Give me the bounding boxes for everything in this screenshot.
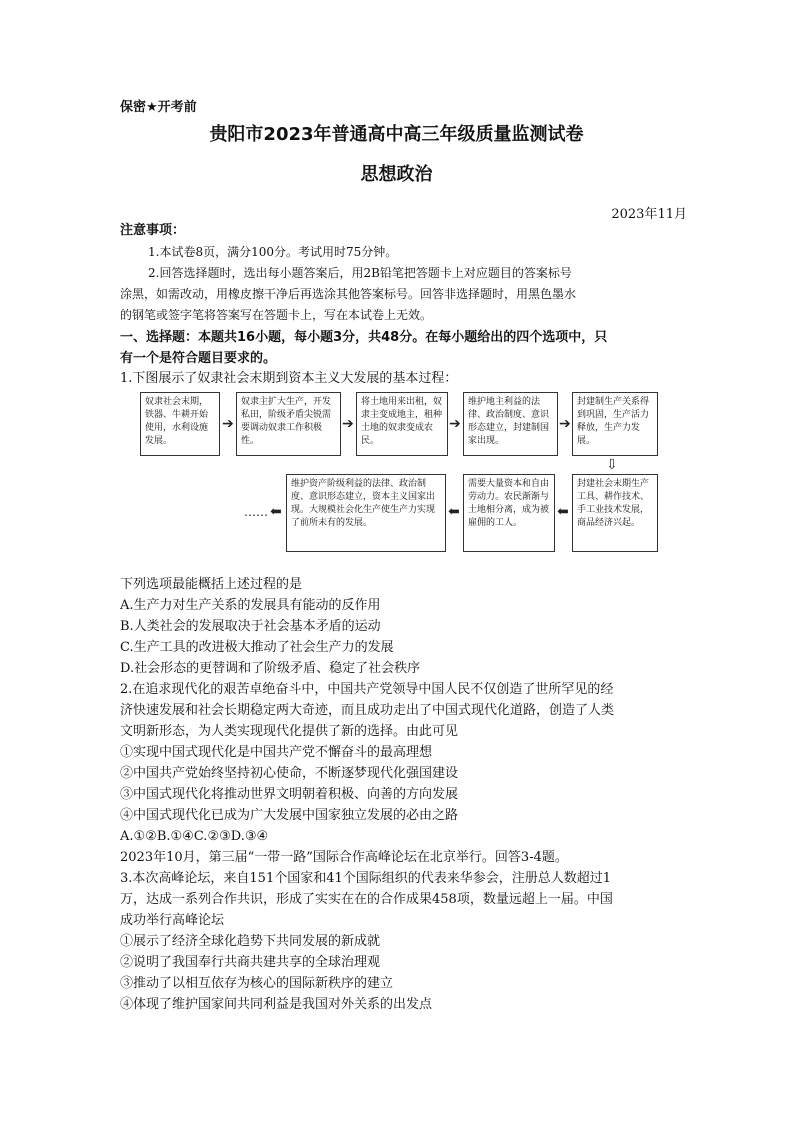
arrow-right-icon: ➔ [559,416,571,432]
q1-option-a: A.生产力对生产关系的发展具有能动的反作用 [120,598,381,613]
flow-box-3: 将土地用来出租，奴隶主变成地主，租种土地的奴隶变成农民。 [356,392,448,456]
q2-item-3: ③中国式现代化将推动世界文明朝着积极、向善的方向发展 [120,787,459,802]
arrow-right-icon: ➔ [222,416,234,432]
q3-stem-line-3: 成功举行高峰论坛 [120,913,225,928]
q3-stem-line-1: 3.本次高峰论坛，来自151个国家和41个国际组织的代表来华参会，注册总人数超过1 [120,871,612,886]
q1-option-d: D.社会形态的更替调和了阶级矛盾、稳定了社会秩序 [120,661,421,676]
exam-date: 2023年11月 [611,207,687,222]
q1-stem: 1.下图展示了奴隶社会末期到资本主义大发展的基本过程： [120,371,458,386]
confidential-mark: 保密★开考前 [120,100,197,115]
flow-box-7: 需要大量资本和自由劳动力。农民渐渐与土地相分离，成为被雇佣的工人。 [463,474,555,552]
flow-box-1: 奴隶社会末期，铁器、牛耕开始使用，水利设施发展。 [140,392,220,456]
arrow-left-icon: ⬅ [557,504,569,520]
q1-option-c: C.生产工具的改进极大推动了社会生产力的发展 [120,640,394,655]
q2-item-2: ②中国共产党始终坚持初心使命，不断逐梦现代化强国建设 [120,766,459,781]
q3-item-2: ②说明了我国奉行共商共建共享的全球治理观 [120,955,381,970]
subject-title: 思想政治 [360,164,433,185]
q2-stem-line-2: 济快速发展和社会长期稳定两大奇迹，而且成功走出了中国式现代化道路，创造了人类 [120,703,615,718]
notice-item-2-line-1: 2.回答选择题时，选出每小题答案后，用2B铅笔把答题卡上对应题目的答案标号 [148,266,572,280]
q3-item-1: ①展示了经济全球化趋势下共同发展的新成就 [120,934,381,949]
exam-title: 贵阳市2023年普通高中高三年级质量监测试卷 [209,124,584,145]
arrow-down-icon: ⇩ [606,457,618,473]
q1-option-b: B.人类社会的发展取决于社会基本矛盾的运动 [120,619,381,634]
section-1-heading-line-2: 有一个是符合题目要求的。 [120,351,277,366]
arrow-left-icon: ⬅ [448,504,460,520]
flow-box-4: 维护地主利益的法律、政治制度、意识形态建立，封建制国家出现。 [463,392,558,456]
flow-box-5: 封建制生产关系得到巩固，生产活力释放，生产力发展。 [572,392,658,456]
q3-4-intro: 2023年10月，第三届“一带一路”国际合作高峰论坛在北京举行。回答3-4题。 [120,850,568,865]
arrow-right-icon: ➔ [449,416,461,432]
flow-box-8: 维护资产阶级利益的法律、政治制度、意识形态建立，资本主义国家出现。大规模社会化生产使生产力实现了前所未有的发展。 [286,474,446,552]
q2-item-4: ④中国式现代化已成为广大发展中国家独立发展的必由之路 [120,808,459,823]
section-1-heading-line-1: 一、选择题：本题共16小题，每小题3分，共48分。在每小题给出的四个选项中，只 [120,330,608,345]
notice-heading: 注意事项： [120,223,186,238]
q1-question: 下列选项最能概括上述过程的是 [120,577,303,592]
q3-item-4: ④体现了维护国家间共同利益是我国对外关系的出发点 [120,997,433,1012]
notice-item-2-line-2: 涂黑，如需改动，用橡皮擦干净后再选涂其他答案标号。回答非选择题时，用黑色墨水 [120,287,577,301]
flow-box-6: 封建社会末期生产工具、耕作技术、手工业技术发展，商品经济兴起。 [572,474,658,552]
q2-stem-line-3: 文明新形态，为人类实现现代化提供了新的选择。由此可见 [120,724,459,739]
notice-item-2-line-3: 的钢笔或签字笔将答案写在答题卡上，写在本试卷上无效。 [120,308,433,322]
q2-stem-line-1: 2.在追求现代化的艰苦卓绝奋斗中，中国共产党领导中国人民不仅创造了世所罕见的经 [120,682,614,697]
q3-stem-line-2: 万，达成一系列合作共识，形成了实实在在的合作成果458项，数量远超上一届。中国 [120,892,613,907]
flow-continuation-dots: …… [244,505,268,519]
q2-choices: A.①②B.①④C.②③D.③④ [120,829,269,844]
q3-item-3: ③推动了以相互依存为核心的国际新秩序的建立 [120,976,394,991]
notice-item-1: 1.本试卷8页，满分100分。考试用时75分钟。 [148,245,398,259]
q2-item-1: ①实现中国式现代化是中国共产党不懈奋斗的最高理想 [120,745,433,760]
flow-box-2: 奴隶主扩大生产，开发私田，阶级矛盾尖锐需要调动奴隶工作积极性。 [236,392,341,456]
arrow-left-icon: ⬅ [270,504,282,520]
arrow-right-icon: ➔ [342,416,354,432]
